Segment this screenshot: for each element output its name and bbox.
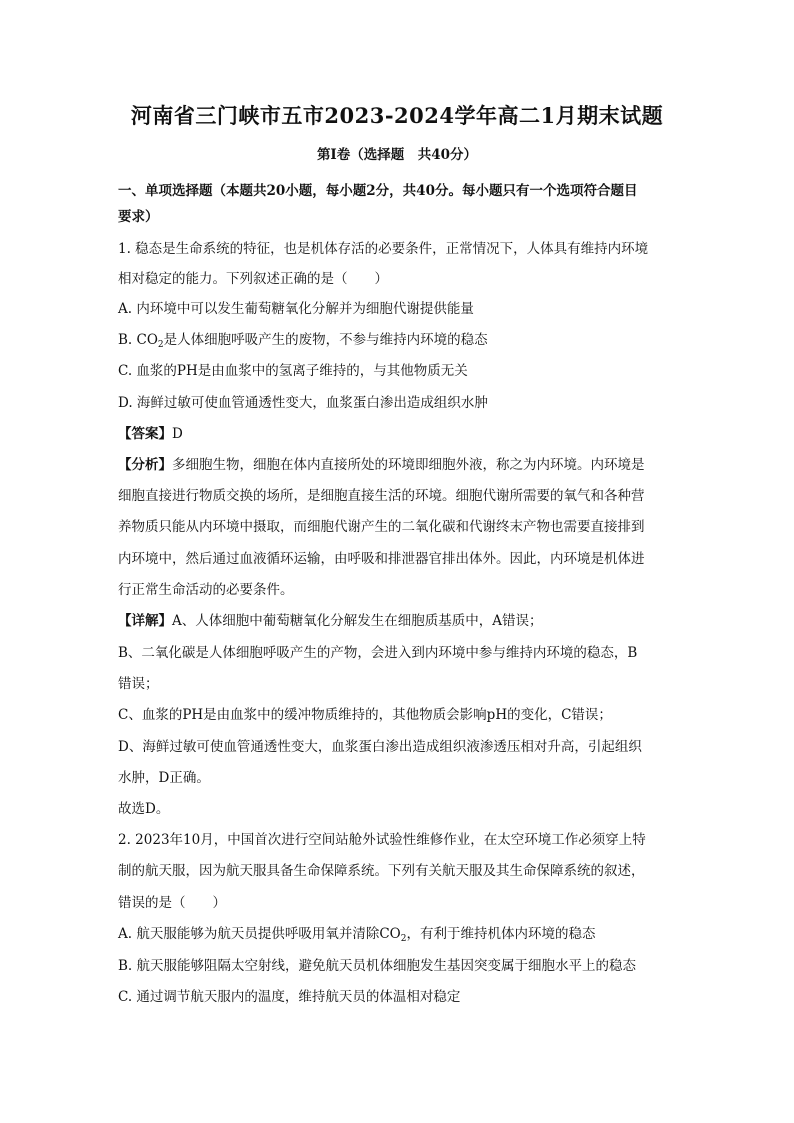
- q1-detail-line3: 错误；: [118, 676, 159, 692]
- detail-text: A、人体细胞中葡萄糖氧化分解发生在细胞质基质中，A错误；: [172, 613, 543, 629]
- q2-stem-line3: 错误的是（ ）: [118, 895, 226, 911]
- q1-analysis-line4: 内环境中，然后通过血液循环运输，由呼吸和排泄器官排出体外。因此，内环境是机体进: [118, 551, 645, 567]
- answer-value: D: [172, 426, 183, 442]
- exam-title: 河南省三门峡市五市2023-2024学年高二1月期末试题: [130, 103, 664, 128]
- q1-option-b-subscript: 2: [157, 340, 164, 350]
- q1-analysis-line2: 细胞直接进行物质交换的场所，是细胞直接生活的环境。细胞代谢所需要的氧气和各种营: [118, 488, 645, 504]
- q2-option-b: B. 航天服能够阻隔太空射线，避免航天员机体细胞发生基因突变属于细胞水平上的稳态: [118, 958, 637, 974]
- q2-stem-line1: 2. 2023年10月，中国首次进行空间站舱外试验性维修作业，在太空环境工作必须穿上特: [118, 832, 646, 848]
- q1-detail-line2: B、二氧化碳是人体细胞呼吸产生的产物，会进入到内环境中参与维持内环境的稳态，B: [118, 645, 638, 661]
- analysis-label: 【分析】: [118, 457, 172, 473]
- q1-option-c: C. 血浆的PH是由血浆中的氢离子维持的，与其他物质无关: [118, 363, 468, 379]
- q1-analysis-line1: [118, 456, 645, 474]
- q2-stem-line2: 制的航天服，因为航天服具备生命保障系统。下列有关航天服及其生命保障系统的叙述，: [118, 863, 645, 879]
- q1-conclusion: 故选D。: [118, 801, 170, 817]
- q1-analysis-line5: 行正常生命活动的必要条件。: [118, 582, 294, 598]
- q2-option-a-suffix: ，有利于维持机体内环境的稳态: [406, 926, 596, 942]
- detail-label: 【详解】: [118, 613, 172, 629]
- q1-option-b-suffix: 是人体细胞呼吸产生的废物，不参与维持内环境的稳态: [163, 332, 488, 348]
- analysis-text: 多细胞生物，细胞在体内直接所处的环境即细胞外液，称之为内环境。内环境是: [172, 457, 645, 473]
- q1-analysis-line3: 养物质只能从内环境中摄取，而细胞代谢产生的二氧化碳和代谢终末产物也需要直接排到: [118, 519, 645, 535]
- q1-option-d: D. 海鲜过敏可使血管通透性变大，血浆蛋白渗出造成组织水肿: [118, 395, 488, 411]
- section-heading-line2: 要求）: [118, 209, 159, 225]
- section-heading-line1: 一、单项选择题（本题共20小题，每小题2分，共40分。每小题只有一个选项符合题目: [118, 183, 638, 199]
- q1-option-b: [118, 331, 488, 354]
- q1-detail-line6: 水肿，D正确。: [118, 770, 210, 786]
- q1-detail-line1: [118, 612, 543, 630]
- q2-option-c: C. 通过调节航天服内的温度，维持航天员的体温相对稳定: [118, 989, 461, 1005]
- q1-stem-line1: 1. 稳态是生命系统的特征，也是机体存活的必要条件，正常情况下，人体具有维持内环境: [118, 241, 649, 257]
- q1-option-a: A. 内环境中可以发生葡萄糖氧化分解并为细胞代谢提供能量: [118, 301, 474, 317]
- q1-detail-line5: D、海鲜过敏可使血管通透性变大，血浆蛋白渗出造成组织液渗透压相对升高，引起组织: [118, 739, 642, 755]
- q2-option-a-subscript: 2: [400, 934, 407, 944]
- q2-option-a-prefix: A. 航天服能够为航天员提供呼吸用氧并清除CO: [118, 926, 401, 942]
- answer-label: 【答案】: [118, 426, 172, 442]
- section-subtitle: 第Ⅰ卷（选择题 共40分）: [316, 147, 478, 163]
- q2-option-a: [118, 925, 595, 948]
- q1-answer: [118, 425, 183, 443]
- q1-detail-line4: C、血浆的PH是由血浆中的缓冲物质维持的，其他物质会影响pH的变化，C错误；: [118, 707, 612, 723]
- q1-stem-line2: 相对稳定的能力。下列叙述正确的是（ ）: [118, 271, 388, 287]
- q1-option-b-prefix: B. CO: [118, 332, 158, 348]
